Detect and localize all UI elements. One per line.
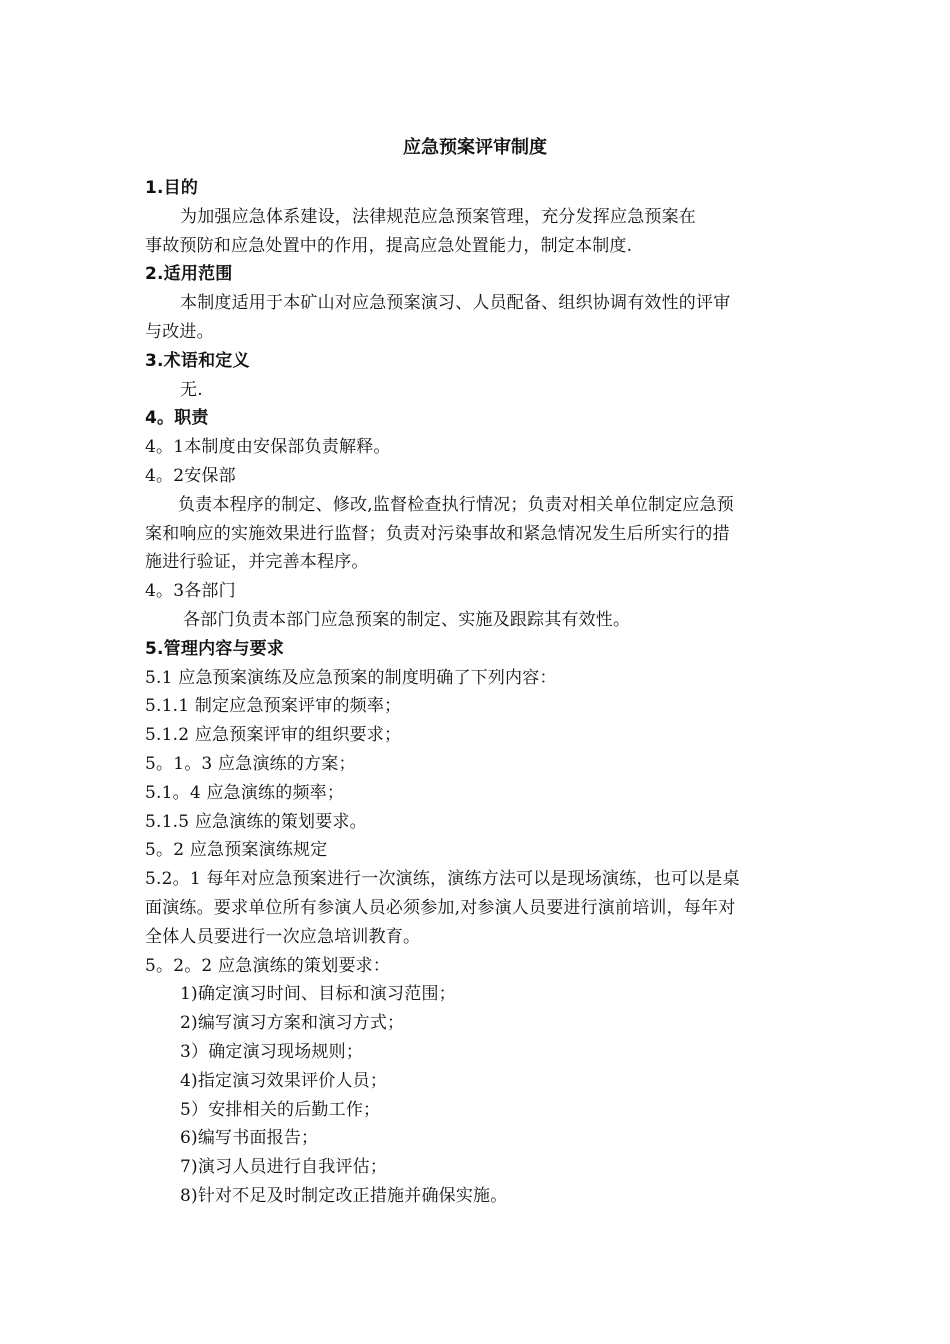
text-line: 5。1。3 应急演练的方案；: [145, 753, 356, 774]
text-line: 为加强应急体系建设，法律规范应急预案管理，充分发挥应急预案在: [180, 206, 696, 227]
document-body: [145, 174, 810, 1211]
text-line: 案和响应的实施效果进行监督；负责对污染事故和紧急情况发生后所实行的措: [145, 523, 730, 544]
text-line: 4)指定演习效果评价人员；: [180, 1070, 388, 1091]
text-line: 负责本程序的制定、修改,监督检查执行情况；负责对相关单位制定应急预: [178, 494, 735, 515]
section-heading: 5.管理内容与要求: [145, 638, 285, 659]
text-line: 2)编写演习方案和演习方式；: [180, 1013, 405, 1034]
text-line: 5.2。1 每年对应急预案进行一次演练，演练方法可以是现场演练，也可以是桌: [145, 869, 740, 890]
text-line: 5.1.5 应急演练的策划要求。: [145, 811, 367, 832]
text-line: 4。1本制度由安保部负责解释。: [145, 437, 391, 458]
text-line: 与改进。: [145, 321, 214, 342]
text-line: 4。2安保部: [145, 465, 236, 486]
text-line: 5。2 应急预案演练规定: [145, 840, 328, 861]
text-line: 各部门负责本部门应急预案的制定、实施及跟踪其有效性。: [183, 609, 631, 630]
text-line: 5.1 应急预案演练及应急预案的制度明确了下列内容：: [145, 667, 557, 688]
section-heading: 3.术语和定义: [145, 350, 250, 371]
text-line: 5）安排相关的后勤工作；: [180, 1099, 381, 1120]
text-line: 本制度适用于本矿山对应急预案演习、人员配备、组织协调有效性的评审: [180, 293, 731, 314]
text-line: 4。3各部门: [145, 581, 236, 602]
document-title: 应急预案评审制度: [403, 137, 547, 158]
text-line: 事故预防和应急处置中的作用，提高应急处置能力，制定本制度.: [145, 235, 633, 256]
text-line: 全体人员要进行一次应急培训教育。: [145, 926, 421, 947]
text-line: 5.1。4 应急演练的频率；: [145, 782, 345, 803]
text-line: 7)演习人员进行自我评估；: [180, 1157, 388, 1178]
text-line: 无.: [180, 379, 203, 400]
section-heading: 2.适用范围: [145, 264, 233, 285]
section-heading: 4。职责: [145, 408, 209, 429]
text-line: 5.1.1 制定应急预案评审的频率；: [145, 696, 402, 717]
text-line: 3）确定演习现场规则；: [180, 1041, 364, 1062]
text-line: 5。2。2 应急演练的策划要求：: [145, 955, 391, 976]
text-line: 8)针对不足及时制定改正措施并确保实施。: [180, 1185, 508, 1206]
text-line: 1)确定演习时间、目标和演习范围；: [180, 984, 456, 1005]
text-line: 面演练。要求单位所有参演人员必须参加,对参演人员要进行演前培训，每年对: [145, 897, 736, 918]
text-line: 6)编写书面报告；: [180, 1128, 319, 1149]
section-heading: 1.目的: [145, 178, 199, 198]
text-line: 5.1.2 应急预案评审的组织要求；: [145, 725, 402, 746]
text-line: 施进行验证，并完善本程序。: [145, 552, 369, 573]
